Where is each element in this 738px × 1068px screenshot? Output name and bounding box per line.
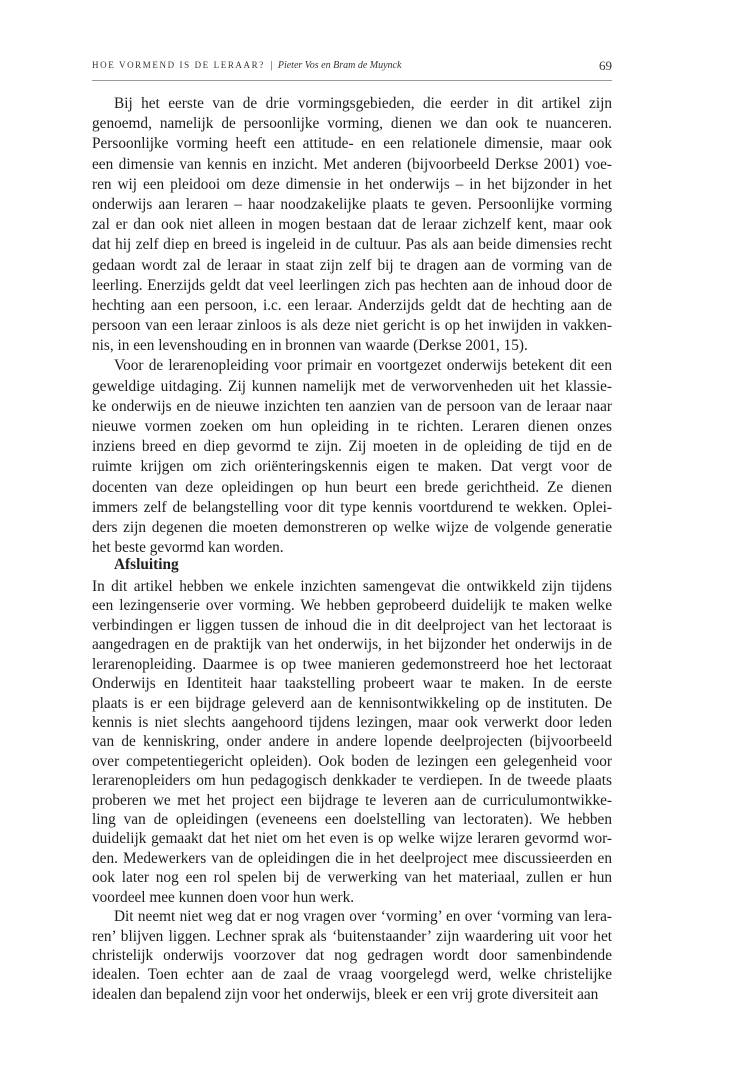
text-line: docenten van deze opleidingen op hun beurt een brede gerichtheid. Ze dienen: [92, 478, 612, 496]
text-line: ren wij een pleidooi om deze dimensie in het onderwijs – in het bijzonder in het: [92, 175, 612, 193]
running-title: HOE VORMEND IS DE LERAAR?: [92, 60, 265, 70]
text-line: ling van de opleidingen (eveneens een doelstelling van lectoraten). We hebben: [92, 811, 612, 829]
text-line: persoon van een leraar zinloos is als deze niet gericht is op het inwijden in vakken-: [92, 317, 612, 335]
text-line: leerling. Enerzijds geldt dat veel leerlingen zich pas hechten aan de inhoud door de: [92, 276, 612, 294]
text-line: Onderwijs en Identiteit haar taakstelling probeert waar te maken. In de eerste: [92, 675, 612, 693]
text-line: kennis is niet slechts aangehoord tijdens lezingen, maar ook verwerkt door leden: [92, 713, 612, 731]
text-line: lerarenopleiders om hun pedagogisch denkkader te verdiepen. In de tweede plaats: [92, 772, 612, 790]
text-line: Voor de lerarenopleiding voor primair en voortgezet onderwijs betekent dit een: [114, 357, 612, 375]
paragraph: [92, 577, 612, 907]
text-line: ook later nog een rol spelen bij de verwerking van het materiaal, zullen er hun: [92, 869, 612, 887]
text-line: genoemd, namelijk de persoonlijke vorming, dienen we dan ook te nuanceren.: [92, 115, 612, 133]
text-line: nis, in een levenshouding en in bronnen van waarde (Derkse 2001, 15).: [92, 337, 528, 355]
text-line: proberen we met het project een bijdrage te leveren aan de curriculumontwikke-: [92, 791, 612, 809]
text-line: geweldige uitdaging. Zij kunnen namelijk met de verworvenheden uit het klassie-: [92, 377, 612, 395]
text-line: ren’ blijven liggen. Lechner sprak als ‘buitenstaander’ zijn waardering uit voor het: [92, 927, 612, 945]
text-line: ke onderwijs en de nieuwe inzichten ten aanzien van de persoon van de leraar naar: [92, 397, 612, 415]
text-line: onderwijs aan leraren – haar noodzakelijke plaats te geven. Persoonlijke vorming: [92, 195, 612, 213]
text-line: christelijk onderwijs voorzover dat nog gedragen wordt door samenbindende: [92, 947, 612, 965]
text-line: idealen. Toen echter aan de zaal de vraag voorgelegd werd, welke christelijke: [92, 966, 612, 984]
section-heading: Afsluiting: [114, 556, 179, 573]
text-line: duidelijk gemaakt dat het niet om het even is op welke wijze leraren gevormd wor-: [92, 830, 612, 848]
text-line: nieuwe vormen zoeken om hun opleiding in te richten. Leraren dienen onzes: [92, 418, 612, 435]
text-line: hechting aan een persoon, i.c. een leraar. Anderzijds geldt dat de hechting aan de: [92, 296, 612, 314]
paragraph: [92, 907, 612, 1004]
text-line: inziens breed en diep gevormd te zijn. Zij moeten in de opleiding de tijd en de: [92, 438, 612, 456]
text-line: van de kenniskring, onder andere in andere lopende deelprojecten (bijvoorbeeld: [92, 733, 612, 751]
text-line: dat hij zelf diep en breed is ingeleid in de cultuur. Pas als aan beide dimensies recht: [92, 236, 612, 254]
text-line: ruimte krijgen om zich oriënteringskennis eigen te maken. Dat vergt voor de: [92, 458, 612, 476]
running-header: [92, 60, 612, 78]
text-line: voordeel mee kunnen doen voor hun werk.: [92, 888, 355, 906]
text-line: Dit neemt niet weg dat er nog vragen over ‘vorming’ en over ‘vorming van lera-: [114, 908, 612, 926]
text-line: het beste gevormd kan worden.: [92, 539, 284, 557]
header-rule: [92, 80, 612, 81]
text-line: idealen dan bepalend zijn voor het onderwijs, bleek er een vrij grote diversiteit aan: [92, 985, 599, 1003]
text-line: verbindingen er liggen tussen de inhoud die in dit deelproject van het lectoraat is: [92, 616, 612, 634]
text-line: ders zijn degenen die moeten demonstreren op welke wijze de volgende generatie: [92, 518, 612, 536]
text-line: lerarenopleiding. Daarmee is op twee manieren gedemonstreerd hoe het lectoraat: [92, 655, 612, 673]
text-line: den. Medewerkers van de opleidingen die in het deelproject mee discussieerden en: [92, 849, 612, 867]
page-number: 69: [599, 58, 612, 73]
text-line: aangedragen en de praktijk van het onderwijs, in het bijzonder het onderwijs in de: [92, 636, 612, 654]
body-text-section-1: [92, 94, 612, 558]
body-text-section-2: [92, 577, 612, 1004]
text-line: zal er dan ook niet alleen in mogen bestaan dat de leraar zichzelf kent, maar ook: [92, 216, 612, 234]
text-line: een dimensie van kennis en inzicht. Met anderen (bijvoorbeeld Derkse 2001) voe-: [92, 155, 612, 173]
text-line: over competentiegericht opleiden). Ook boden de lezingen een gelegenheid voor: [92, 752, 612, 770]
text-line: een lezingenserie over vorming. We hebben geprobeerd duidelijk te maken welke: [92, 597, 612, 615]
header-authors: Pieter Vos en Bram de Muynck: [277, 60, 402, 71]
text-line: Persoonlijke vorming heeft een attitude- en een relationele dimensie, maar ook: [92, 135, 612, 153]
text-line: In dit artikel hebben we enkele inzichten samengevat die ontwikkeld zijn tijdens: [92, 578, 612, 595]
header-separator: |: [270, 60, 273, 71]
paragraph: [92, 94, 612, 356]
text-line: plaats is er een bijdrage geleverd aan de kennisontwikkeling op de instituten. De: [92, 694, 612, 712]
text-line: Bij het eerste van de drie vormingsgebieden, die eerder in dit artikel zijn: [114, 95, 612, 112]
text-line: immers zelf de belangstelling voor dit type kennis voortdurend te wekken. Oplei-: [92, 498, 612, 516]
text-line: gedaan wordt zal de leraar in staat zijn zelf bij te dragen aan de vorming van de: [92, 256, 612, 274]
paragraph: [92, 356, 612, 558]
